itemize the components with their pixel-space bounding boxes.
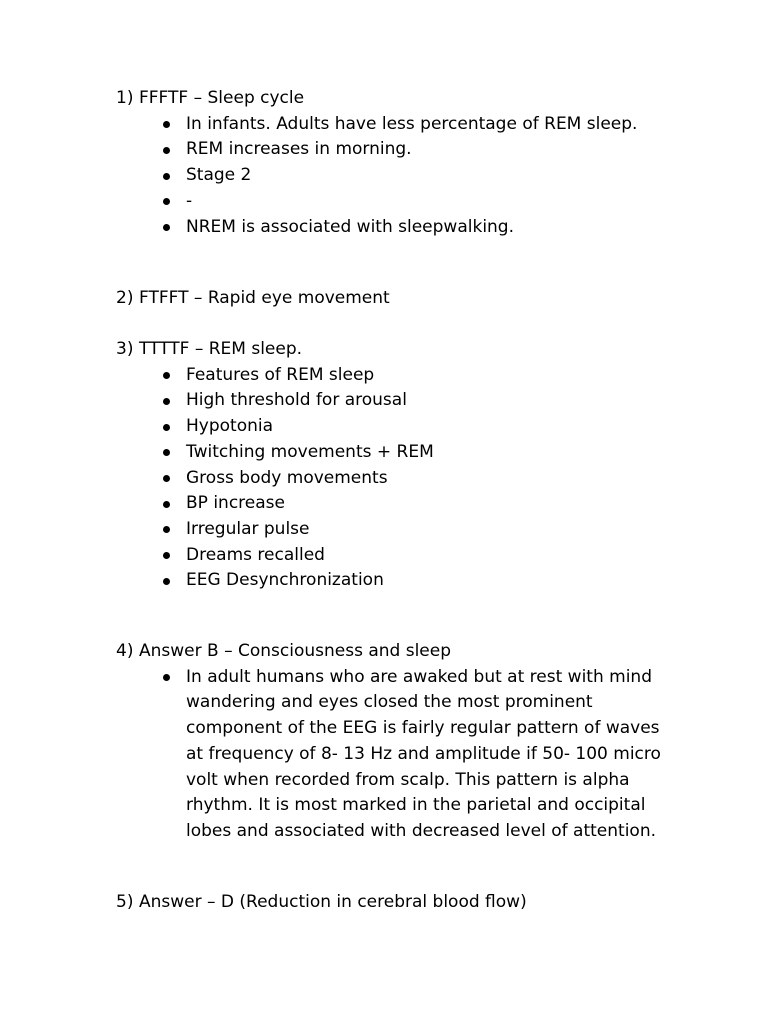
- bullet-dot-icon: [163, 372, 170, 379]
- question-5: [116, 890, 696, 916]
- question-1-heading: [116, 86, 696, 112]
- question-5-heading: [116, 890, 696, 916]
- list-item: [116, 491, 696, 517]
- bullet-text: Gross body movements: [186, 467, 388, 488]
- question-3-bullets: [116, 363, 696, 594]
- bullet-dot-icon: [163, 449, 170, 456]
- question-4: [116, 639, 696, 845]
- bullet-text: Irregular pulse: [186, 518, 310, 539]
- bullet-text: BP increase: [186, 493, 285, 514]
- bullet-text: In infants. Adults have less percentage of REM sleep.: [186, 113, 638, 134]
- list-item: [116, 363, 696, 389]
- question-2: [116, 286, 696, 312]
- question-1-bullets: [116, 112, 696, 241]
- question-title: TTTTF – REM sleep.: [139, 339, 303, 359]
- list-item: [116, 665, 696, 845]
- question-number: 2): [116, 288, 134, 308]
- bullet-text: Hypotonia: [186, 416, 274, 437]
- question-3-heading: [116, 337, 696, 363]
- bullet-text: REM increases in morning.: [186, 139, 412, 160]
- list-item: [116, 466, 696, 492]
- bullet-text: Features of REM sleep: [186, 364, 375, 385]
- bullet-dot-icon: [163, 198, 170, 205]
- bullet-text: Dreams recalled: [186, 544, 325, 565]
- bullet-text: -: [186, 190, 193, 211]
- list-item: [116, 517, 696, 543]
- list-item: [116, 440, 696, 466]
- list-item: [116, 568, 696, 594]
- bullet-text: Stage 2: [186, 165, 252, 186]
- question-title: Answer B – Consciousness and sleep: [139, 641, 452, 661]
- question-number: 1): [116, 88, 134, 108]
- bullet-dot-icon: [163, 224, 170, 231]
- list-item: [116, 189, 696, 215]
- list-item: [116, 414, 696, 440]
- question-2-heading: [116, 286, 696, 312]
- list-item: [116, 112, 696, 138]
- list-item: [116, 215, 696, 241]
- bullet-dot-icon: [163, 121, 170, 128]
- list-item: [116, 137, 696, 163]
- question-number: 4): [116, 641, 134, 661]
- question-4-heading: [116, 639, 696, 665]
- question-number: 5): [116, 892, 134, 912]
- bullet-dot-icon: [163, 526, 170, 533]
- bullet-dot-icon: [163, 552, 170, 559]
- bullet-text: High threshold for arousal: [186, 390, 407, 411]
- list-item: [116, 163, 696, 189]
- list-item: [116, 543, 696, 569]
- question-title: FFFTF – Sleep cycle: [139, 88, 305, 108]
- bullet-text: Twitching movements + REM: [186, 441, 434, 462]
- question-title: FTFFT – Rapid eye movement: [139, 288, 390, 308]
- bullet-dot-icon: [163, 424, 170, 431]
- bullet-dot-icon: [163, 578, 170, 585]
- bullet-dot-icon: [163, 147, 170, 154]
- question-title: Answer – D (Reduction in cerebral blood flow): [139, 892, 527, 912]
- question-3: [116, 337, 696, 594]
- bullet-dot-icon: [163, 475, 170, 482]
- list-item: [116, 388, 696, 414]
- question-1: [116, 86, 696, 240]
- question-4-bullets: [116, 665, 696, 845]
- bullet-text: NREM is associated with sleepwalking.: [186, 216, 515, 237]
- bullet-dot-icon: [163, 398, 170, 405]
- question-number: 3): [116, 339, 134, 359]
- bullet-text: EEG Desynchronization: [186, 570, 384, 591]
- bullet-text: In adult humans who are awaked but at rest with mind wandering and eyes closed the most prominent component of the EEG is fairly regular pattern of waves at frequency of 8- 13 Hz and amplitude if 50- 100 micro volt when recorded from scalp. This pattern is alpha rhythm. It is most marked in the parietal and occipital lobes and associated with decreased level of attention.: [186, 666, 661, 841]
- bullet-dot-icon: [163, 501, 170, 508]
- bullet-dot-icon: [163, 674, 170, 681]
- bullet-dot-icon: [163, 173, 170, 180]
